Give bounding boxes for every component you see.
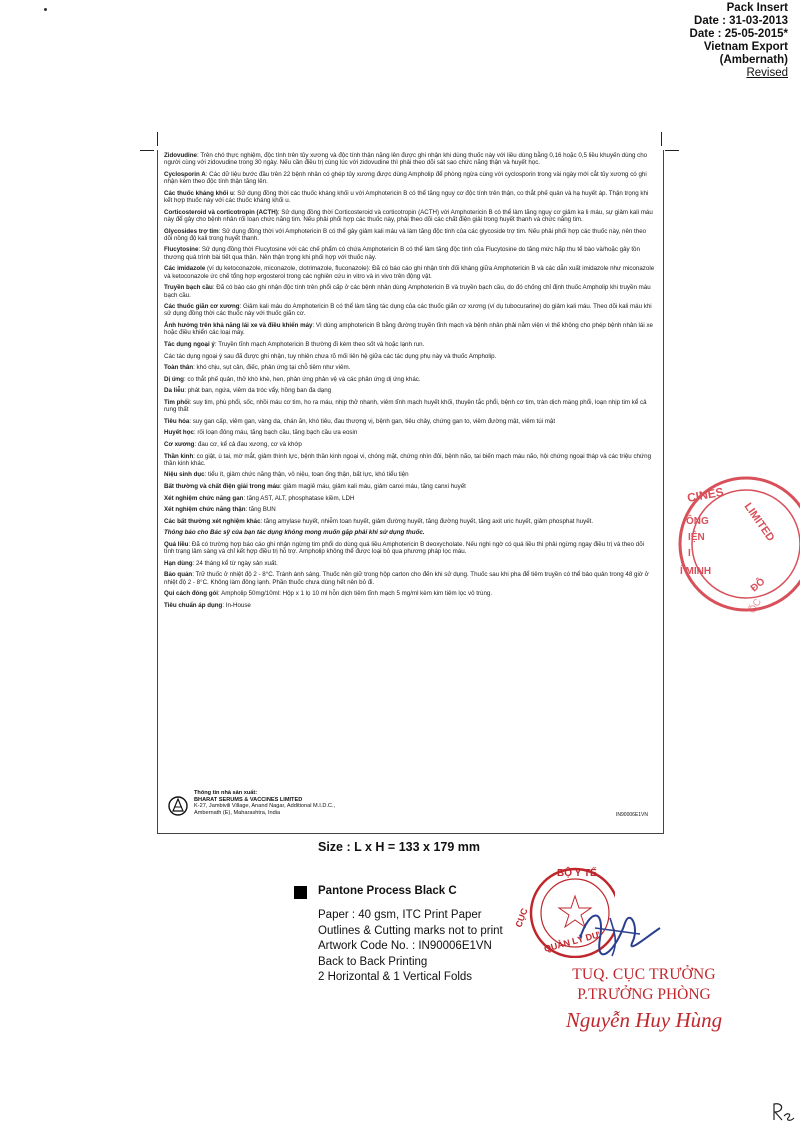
paragraph-text: : phát ban, ngứa, viêm da tróc vẩy, hồng ban đa dạng [184, 387, 332, 395]
paragraph-heading: Các thuốc giãn cơ xương [164, 303, 240, 311]
insert-paragraph [164, 152, 655, 167]
paragraph-heading: Toàn thân [164, 364, 194, 372]
insert-paragraph [164, 209, 655, 224]
paragraph-text: : In-House [222, 601, 251, 609]
print-note: Back to Back Printing [318, 955, 428, 968]
insert-paragraph [164, 303, 655, 318]
svg-text:ÔNG: ÔNG [686, 516, 709, 527]
paragraph-heading: Truyền bạch cầu [164, 284, 213, 292]
insert-paragraph [164, 602, 655, 609]
scan-speck [44, 8, 47, 11]
paragraph-heading: Bất thường và chất điện giải trong máu [164, 483, 280, 491]
insert-paragraph [164, 571, 655, 586]
paragraph-notice: Thông báo cho Bác sỹ của bạn tác dụng không mong muốn gặp phải khi sử dụng thuốc. [164, 529, 425, 537]
crop-mark [665, 150, 679, 151]
paragraph-heading: Corticosteroid và corticotropin (ACTH) [164, 208, 278, 216]
paragraph-text: : Sử dụng đồng thời các thuốc kháng khối u với Amphotericin B có thể tăng nguy cơ độc tính trên thận, co thắt phế quản và hạ huyết áp. Thận trọng khi kết hợp thuốc này với các thuốc kháng khối u. [164, 189, 649, 205]
paragraph-heading: Zidovudine [164, 152, 197, 159]
approval-title: TUQ. CỤC TRƯỞNG [572, 966, 716, 983]
manufacturer-block [168, 790, 654, 824]
paragraph-heading: Xét nghiệm chức năng gan [164, 494, 244, 502]
paragraph-text: : Trên chó thực nghiệm, độc tính trên tủy xương và độc tính thận nặng lên được ghi nhận khi dùng thuốc này với liều dùng bằng 0,16 hoặc 0,5 liều khuyến dùng cho người cùng với zidovudine trong 30 ngày. Nếu cần điều trị cùng lúc với zidovudine thì phải theo dõi sát sao chức năng thận và huyết học. [164, 152, 648, 167]
size-label: Size : L x H = 133 x 179 mm [318, 840, 481, 854]
paragraph-text: : tiểu ít, giảm chức năng thận, vô niệu, toan ống thận, bất lực, khó tiểu tiện [204, 471, 409, 479]
paragraph-text: : giảm magiê máu, giảm kali máu, giảm canxi máu, tăng canxi huyết [279, 483, 466, 491]
paragraph-heading: Thần kinh [164, 452, 194, 460]
svg-text:Í MINH: Í MINH [680, 566, 712, 577]
paragraph-heading: Các imidazole [164, 265, 206, 273]
paragraph-heading: Quá liều [164, 541, 189, 548]
paragraph-text: : Truyền tĩnh mạch Amphotericin B thường đi kèm theo sốt và hoặc lạnh run. [214, 340, 425, 348]
insert-paragraph [164, 453, 655, 468]
insert-paragraph [164, 364, 655, 371]
initials-icon [770, 1100, 796, 1124]
paragraph-text: Các tác dụng ngoại ý sau đã được ghi nhận, tuy nhiên chưa rõ mối liên hệ giữa các tác dụng phụ này và thuốc Ampholip. [164, 352, 497, 360]
insert-paragraph [164, 399, 655, 414]
document-header [690, 2, 788, 80]
paragraph-heading: Các thuốc kháng khối u [164, 189, 234, 197]
paragraph-text: : suy gan cấp, viêm gan, vàng da, chán ăn, khó tiêu, đau thượng vị, bệnh gan, tiêu chảy, chứng gan to, viêm đường mật, viêm túi mật [189, 417, 556, 425]
paragraph-text: : tăng BUN [245, 506, 276, 514]
insert-paragraph [164, 529, 655, 536]
paragraph-heading: Tiêu chuẩn áp dụng [164, 601, 223, 609]
paragraph-text: : Trữ thuốc ở nhiệt độ 2 - 8°C. Tránh ánh sáng. Thuốc nên giữ trong hộp carton cho đến khi sử dụng. Thuốc sau khi pha để tiêm truyền có thể bảo quản trong 48 giờ ở nhiệt độ 2 - 8°C. Không làm đông lạnh. Phần thuốc chưa dùng hết nên bỏ đi. [164, 571, 649, 586]
paragraph-text: (ví dụ ketoconazole, miconazole, clotrimazole, fluconazole): Đã có báo cáo ghi nhận tính đối kháng giữa Amphotericin B và các dẫn xuất imidazole như miconazole và ketoconazole ức chế tổng hợp ergosterol trong các nghiên cứu in vitro và in vivo trên động vật. [164, 265, 655, 280]
paragraph-text: : Sử dụng đồng thời Flucytosine với các chế phẩm có chứa Amphotericin B có thể làm tăng độc tính của Flucytosine do tăng mức hấp thu tế bào và/hoặc gây tồn thương quá trình bài tiết qua thận. Nên thận trọng khi phối hợp với thuốc này. [164, 246, 640, 261]
svg-text:QUẢN LÝ DƯ: QUẢN LÝ DƯ [542, 929, 601, 954]
insert-paragraph [164, 387, 655, 394]
insert-paragraph [164, 506, 655, 513]
paragraph-text: : tăng amylase huyết, nhiễm toan huyết, giảm đường huyết, tăng đường huyết, tăng axit uric huyết, giảm phosphat huyết. [260, 517, 594, 525]
insert-paragraph [164, 171, 655, 186]
insert-paragraph [164, 341, 655, 348]
crop-mark [661, 132, 662, 146]
svg-text:BỘ Y TẾ: BỘ Y TẾ [557, 868, 597, 879]
approval-subtitle: P.TRƯỞNG PHÒNG [577, 986, 711, 1003]
paragraph-text: : Đã có báo cáo ghi nhận độc tính trên phổi cấp ở các bệnh nhân dùng Amphotericin B và truyền bạch cầu, do đó chống chỉ định thuốc Ampholip khi truyền máu bạch cầu. [164, 284, 651, 299]
print-note: Artwork Code No. : IN90006E1VN [318, 940, 492, 952]
paragraph-text: : Sử dụng đồng thời với Amphotericin B có thể gây giảm kali máu và làm tăng độc tính của các glycoside trợ tim. Nếu phải phối hợp các thuốc này, nên theo dõi nồng độ kali trong huyết thanh. [164, 227, 647, 242]
paragraph-text: : suy tim, phù phổi, sốc, nhồi máu cơ tim, ho ra máu, nhịp thở nhanh, viêm tĩnh mạch huyết khối, thuyên tắc phổi, bệnh cơ tim, tràn dịch màng phổi, loạn nhịp tim kể cả rung thất [164, 398, 647, 414]
paragraph-text: : Đã có trường hợp báo cáo ghi nhận ngừng tim phổi do dùng quá liều Amphotericin B deoxycholate. Nếu nghi ngờ có quá liều thì phải ngừng ngay điều trị và theo dõi tình trạng lâm sàng và chỉ kết hợp điều trị hỗ trợ. Ampholip không thể được loại bỏ qua phương pháp lọc máu. [164, 541, 645, 556]
paragraph-heading: Tiêu hóa [164, 417, 190, 425]
paragraph-text: : Ampholip 50mg/10ml: Hộp x 1 lọ 10 ml hỗn dịch tiêm tĩnh mạch 5 mg/ml kèm kim tiêm lọc vô trùng. [217, 590, 493, 598]
insert-paragraph [164, 429, 655, 436]
paragraph-text: : Các dữ liệu bước đầu trên 22 bệnh nhân có ghép tủy xương được dùng Ampholip để phòng ngừa cùng với cyclosporin trong vài ngày mới cắt tủy xương có ghi nhận kèm theo độc tính thận tăng lên. [164, 170, 647, 186]
manufacturer-address-1: K-27, Jambivili Village, Anand Nagar, Additional M.I.D.C., [194, 803, 336, 810]
insert-paragraph [164, 284, 655, 299]
insert-paragraph [164, 246, 655, 261]
insert-paragraph [164, 471, 655, 478]
insert-paragraph [164, 228, 655, 243]
approver-name: Nguyễn Huy Hùng [565, 1008, 723, 1032]
paragraph-heading: Qui cách đóng gói [164, 590, 218, 598]
insert-text [164, 152, 655, 614]
insert-paragraph [164, 322, 655, 337]
insert-paragraph [164, 353, 655, 360]
print-note: Paper : 40 gsm, ITC Print Paper [318, 909, 482, 921]
print-note: Outlines & Cutting marks not to print [318, 924, 503, 937]
paragraph-text: : co giật, ù tai, mờ mắt, giảm thính lực, bệnh thần kinh ngoại vi, chóng mặt, chứng nhìn đôi, bệnh não, tai biến mạch máu não, hội chứng ngoại tháp và các triệu chứng thần kinh khác. [164, 452, 652, 467]
paragraph-heading: Tác dụng ngoại ý [164, 340, 215, 348]
svg-text:CỤC: CỤC [513, 906, 530, 929]
paragraph-heading: Dị ứng [164, 375, 184, 383]
paragraph-heading: Huyết học [164, 429, 194, 437]
paragraph-heading: Niệu sinh dục [164, 471, 205, 479]
paragraph-text: : co thắt phế quản, thở khò khè, hen, phản ứng phản vệ và các phản ứng dị ứng khác. [183, 375, 421, 383]
svg-text:CINES: CINES [686, 484, 725, 505]
crop-mark [157, 132, 158, 146]
svg-text:ỐC: ỐC [747, 597, 765, 616]
paragraph-text: : Sử dụng đồng thời Corticosteroid và corticotropin (ACTH) với Amphotericin B có thể làm tăng nguy cơ giảm ka li máu, sự giảm kali máu này để gây cho bệnh nhân rối loạn chức năng tim. Nếu phải phối hợp các thuốc này, phải theo dõi các chất điện giải trong huyết thanh và chức năng tim. [164, 208, 653, 223]
svg-text:I: I [688, 548, 691, 559]
paragraph-heading: Flucytosine [164, 246, 199, 254]
paragraph-text: : 24 tháng kể từ ngày sản xuất. [192, 559, 278, 567]
paragraph-heading: Cơ xương [164, 440, 195, 448]
paragraph-heading: Hạn dùng [164, 559, 193, 567]
insert-paragraph [164, 560, 655, 567]
insert-paragraph [164, 190, 655, 205]
date-2: Date : 25-05-2015* [689, 28, 788, 40]
insert-paragraph [164, 376, 655, 383]
paragraph-heading: Da liễu [164, 387, 185, 395]
paragraph-heading: Glycosides trợ tim [164, 227, 219, 235]
manufacturer-address-2: Ambernath (E), Maharashtra, India [194, 809, 281, 816]
insert-paragraph [164, 418, 655, 425]
company-stamp-icon [668, 464, 800, 644]
print-notes [318, 908, 503, 986]
date-1: Date : 31-03-2013 [694, 15, 788, 27]
leaflet-code: IN90006E1VN [616, 812, 648, 818]
approval-block [544, 966, 744, 1033]
svg-text:LIMITED: LIMITED [741, 500, 777, 544]
paragraph-heading: Tim phổi [164, 398, 190, 406]
paragraph-text: : Vì dùng amphotericin B bằng đường truyền tĩnh mạch và bệnh nhân phải nằm viện vì thế không cho phép bệnh nhân lái xe hoặc điều khiển các loại máy. [164, 322, 653, 337]
doc-type: Pack Insert [726, 2, 788, 14]
insert-paragraph [164, 541, 655, 556]
paragraph-text: : khó chịu, sụt cân, điếc, phản ứng tại chỗ tiêm như viêm. [193, 364, 351, 372]
insert-paragraph [164, 265, 655, 280]
paragraph-heading: Xét nghiệm chức năng thận [164, 506, 246, 514]
company-logo-icon [168, 796, 188, 816]
manufacturer-name: BHARAT SERUMS & VACCINES LIMITED [194, 796, 303, 803]
paragraph-heading: Ảnh hưởng trên khả năng lái xe và điều khiển máy [164, 322, 313, 330]
paragraph-text: : tăng AST, ALT, phosphatase kiềm, LDH [243, 494, 355, 502]
pantone-label: Pantone Process Black C [318, 885, 457, 897]
paragraph-text: : Giảm kali máu do Amphotericin B có thể làm tăng tác dụng của các thuốc giãn cơ xương (ví dụ tubocurarine) do giảm kali máu. Theo dõi kali máu khi sử dụng đồng thời các thuốc này với thuốc giãn cơ. [164, 303, 652, 318]
market: Vietnam Export [703, 41, 788, 53]
paragraph-text: : đau cơ, kể cả đau xương, cơ và khớp [194, 440, 302, 448]
print-note: 2 Horizontal & 1 Vertical Folds [318, 971, 473, 983]
insert-paragraph [164, 483, 655, 490]
paragraph-heading: Các bất thường xét nghiệm khác [164, 517, 261, 525]
pantone-swatch [294, 886, 307, 899]
paragraph-heading: Bảo quản [164, 571, 193, 579]
crop-mark [140, 150, 154, 151]
paragraph-heading: Cyclosporin A [164, 170, 206, 178]
revision-status: Revised [746, 67, 788, 79]
manufacturer-heading: Thông tin nhà sản xuất: [194, 790, 258, 796]
paragraph-text: : rối loạn đông máu, tăng bạch cầu, tăng bạch cầu ưa eosin [193, 429, 358, 437]
insert-paragraph [164, 590, 655, 597]
insert-paragraph [164, 495, 655, 502]
svg-text:ĐÔ: ĐÔ [748, 576, 768, 595]
insert-paragraph [164, 441, 655, 448]
svg-text:IỆN: IỆN [688, 532, 705, 543]
signature-icon [570, 898, 670, 968]
insert-paragraph [164, 518, 655, 525]
site: (Ambernath) [719, 54, 788, 66]
